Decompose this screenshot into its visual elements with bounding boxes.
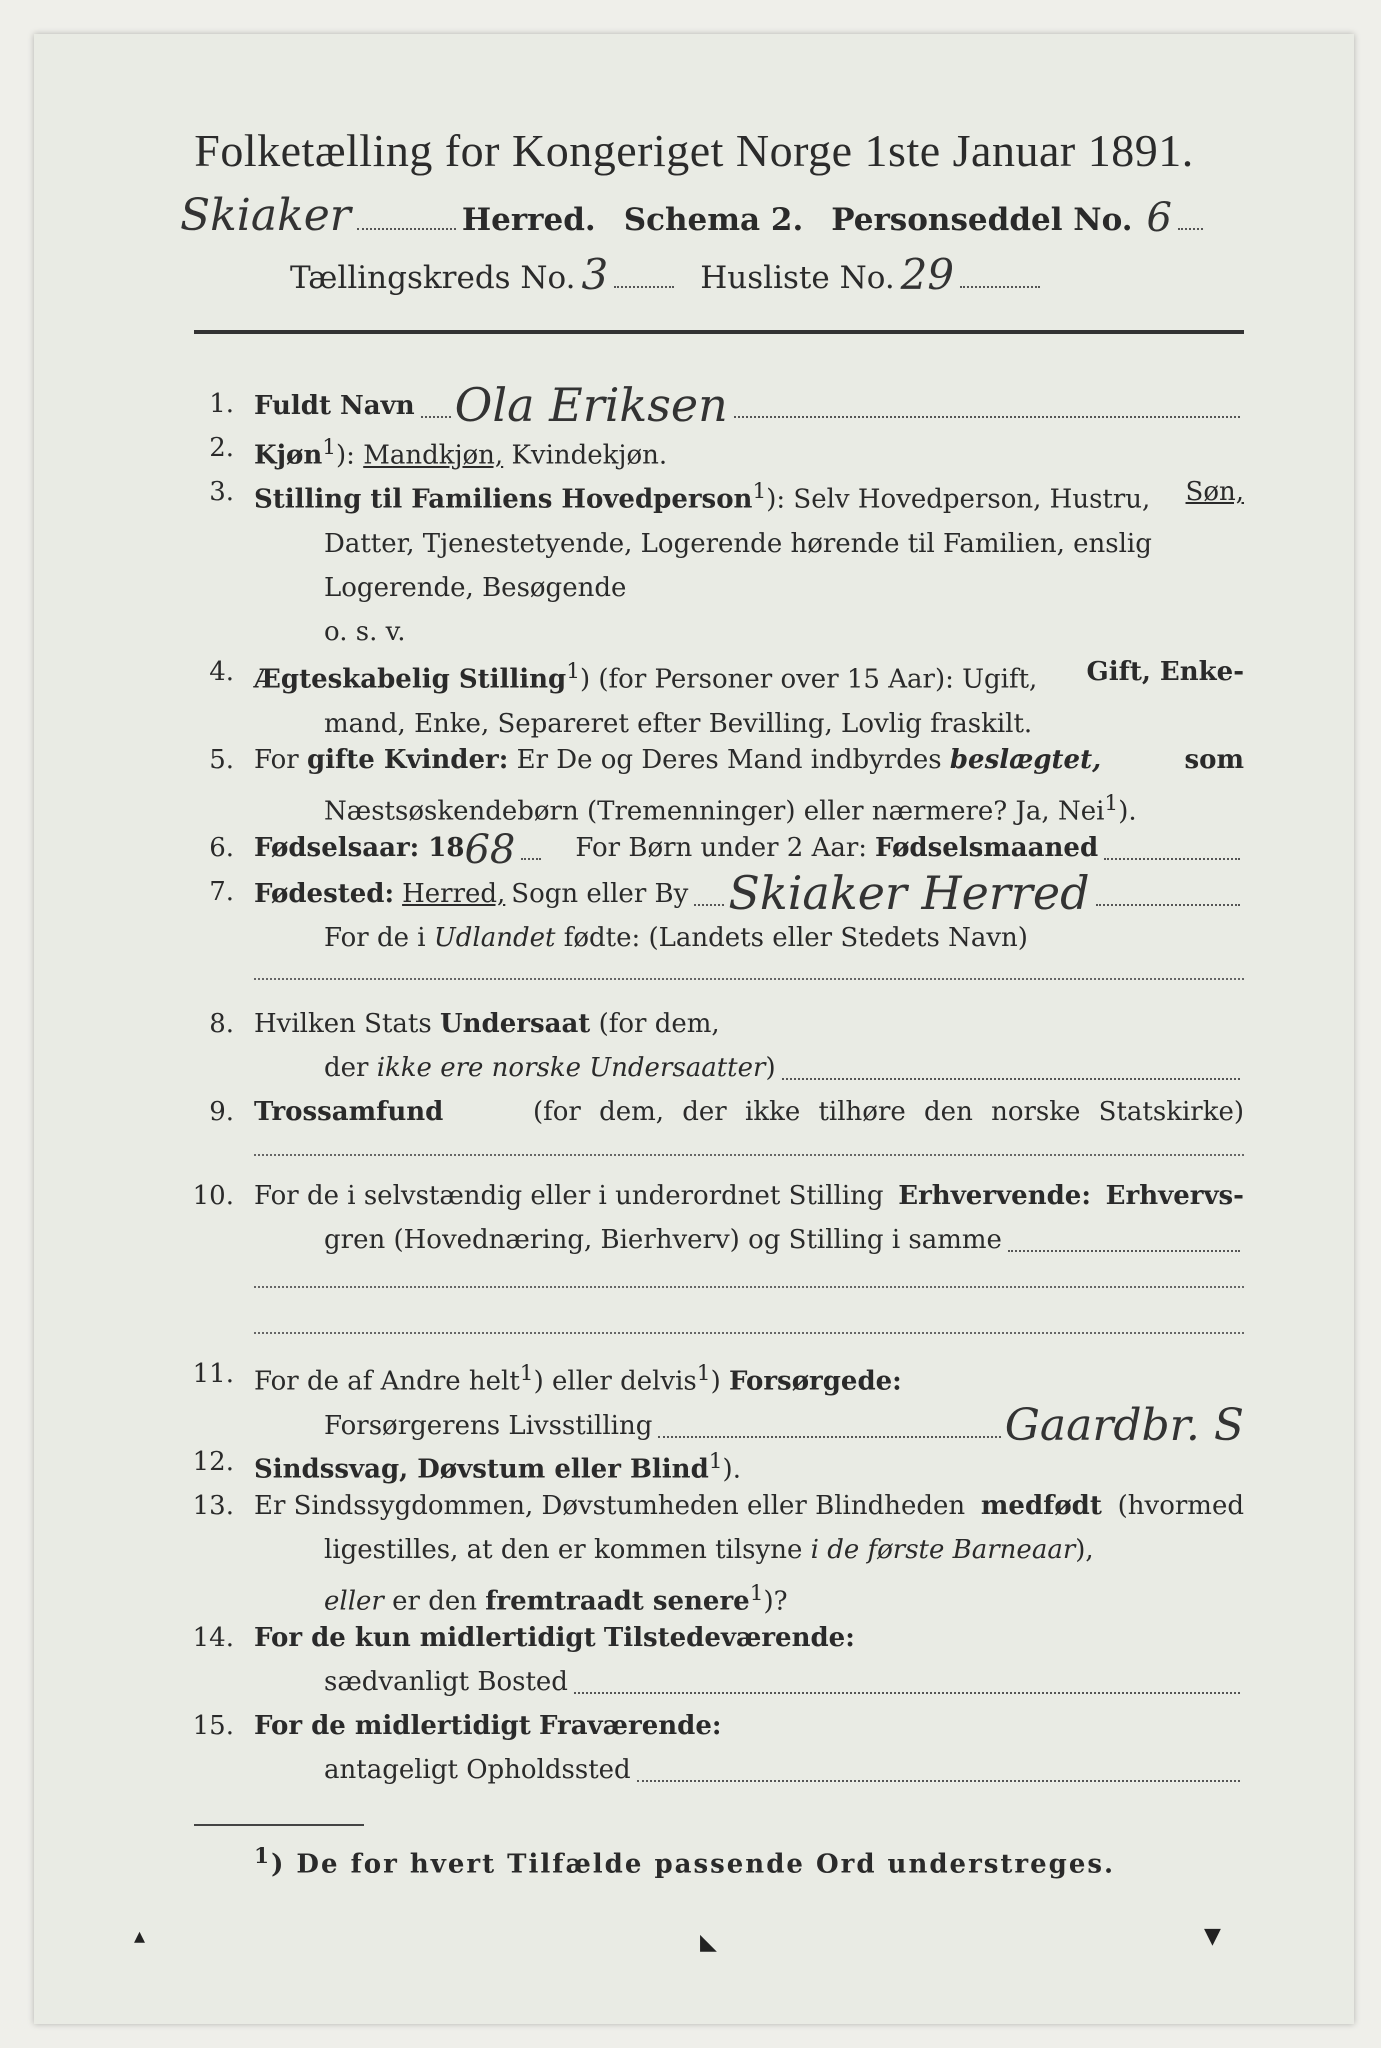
- item-1-number: 1.: [209, 389, 234, 419]
- marital-status-options-bold: Gift, Enke-: [1086, 657, 1244, 687]
- family-position-label: Stilling til Familiens Hovedperson: [254, 484, 753, 515]
- birth-month-prefix: For Børn under 2 Aar:: [575, 833, 868, 863]
- item-13-number: 13.: [192, 1491, 234, 1521]
- temporary-present-label: Tilstedeværende:: [603, 1623, 855, 1653]
- item-15-number: 15.: [192, 1711, 234, 1741]
- family-position-selected: Søn,: [1185, 477, 1244, 507]
- item-7-number: 7.: [209, 877, 234, 907]
- form-title: Folketælling for Kongeriget Norge 1ste Januar 1891.: [194, 125, 1194, 176]
- temporary-absent-label: Fraværende:: [539, 1711, 722, 1741]
- supported-footnote-ref-2: 1: [696, 1361, 711, 1386]
- item-2-number: 2.: [209, 433, 234, 463]
- disability-label: Sindssvag, Døvstum eller Blind: [254, 1454, 709, 1485]
- foreign-born-label: fødte: (Landets eller Stedets Navn): [563, 923, 1028, 953]
- married-women-question-end: ).: [1118, 796, 1137, 827]
- married-women-footnote-ref: 1: [1104, 791, 1119, 816]
- congenital-question: Er Sindssygdommen, Døvstumheden eller Blindheden: [254, 1491, 966, 1521]
- congenital-question-3: er den: [392, 1586, 477, 1617]
- birthplace-value: Skiaker Herred: [728, 866, 1090, 920]
- item-10-number: 10.: [192, 1181, 234, 1211]
- birthplace-label: Fødested:: [254, 879, 395, 909]
- footnote-rule: [194, 1824, 364, 1826]
- citizenship-label: Undersaat: [439, 1009, 591, 1039]
- disability-label-end: ).: [722, 1454, 741, 1485]
- occupation-line-2: [254, 1332, 1244, 1334]
- birth-month-label: Fødselsmaaned: [875, 833, 1099, 863]
- item-6-number: 6.: [209, 833, 234, 863]
- later-onset-end: )?: [763, 1586, 788, 1617]
- corner-mark-right: ▼: [1204, 1924, 1221, 1949]
- schema-label: Schema 2.: [623, 202, 804, 238]
- usual-residence-label: sædvanligt Bosted: [324, 1667, 568, 1697]
- footnote-text: ) De for hvert Tilfælde passende Ord understreges.: [271, 1849, 1116, 1880]
- occupation-line-1: [254, 1286, 1244, 1288]
- supported-footnote-ref-1: 1: [519, 1361, 534, 1386]
- occupation-label-2: Erhvervs-: [1105, 1181, 1244, 1211]
- family-position-options-2: Datter, Tjenestetyende, Logerende hørende til Familien, enslig: [324, 528, 1152, 559]
- item-14-number: 14.: [192, 1623, 234, 1653]
- husliste-label: Husliste No.: [700, 260, 895, 296]
- herred-value: Skiaker: [180, 190, 351, 241]
- foreign-born-word: Udlandet: [433, 923, 556, 953]
- item-3-number: 3.: [209, 477, 234, 507]
- later-onset-footnote-ref: 1: [749, 1581, 764, 1606]
- citizenship-note-end: ): [765, 1053, 776, 1083]
- married-women-prefix: For: [254, 745, 299, 775]
- footnote-marker: 1: [254, 1844, 272, 1869]
- item-9-number: 9.: [209, 1097, 234, 1127]
- header-rule: [194, 330, 1244, 334]
- provider-occupation-label: Forsørgerens Livsstilling: [324, 1410, 653, 1441]
- married-women-end: som: [1184, 745, 1244, 775]
- congenital-italic: i de første Barneaar: [810, 1535, 1076, 1565]
- supported-label: Forsørgede:: [728, 1366, 902, 1397]
- congenital-question-2: ligestilles, at den er kommen tilsyne: [324, 1535, 803, 1565]
- foreign-born-line: [254, 978, 1244, 980]
- marital-status-footnote-ref: 1: [566, 659, 580, 684]
- family-position-options-1: ): Selv Hovedperson, Hustru,: [766, 484, 1151, 515]
- footnote: [254, 1844, 1115, 1880]
- occupation-note: gren (Hovednæring, Bierhverv) og Stilling i samme: [324, 1225, 1002, 1255]
- birthplace-option-herred: Herred,: [402, 879, 506, 909]
- married-women-question: Er De og Deres Mand indbyrdes: [516, 745, 942, 775]
- sex-option-male: Mandkjøn,: [363, 440, 504, 471]
- provider-occupation-value: Gaardbr. S: [1004, 1399, 1244, 1451]
- congenital-note: (hvormed: [1117, 1491, 1244, 1521]
- taellingskreds-label: Tællingskreds No.: [290, 260, 576, 296]
- census-form: [34, 34, 1354, 2024]
- birth-year-label: Fødselsaar: 18: [254, 833, 465, 863]
- family-position-footnote-ref: 1: [752, 479, 767, 504]
- family-position-options-4: o. s. v.: [324, 616, 406, 647]
- family-position-options-3: Logerende, Besøgende: [324, 572, 627, 603]
- married-women-label: gifte Kvinder:: [306, 745, 509, 775]
- husliste-value: 29: [900, 250, 955, 299]
- item-4-number: 4.: [209, 657, 234, 687]
- taellingskreds-value: 3: [581, 250, 609, 299]
- occupation-prefix: For de i selvstændig eller i underordnet Stilling: [254, 1181, 884, 1211]
- item-5-number: 5.: [209, 745, 234, 775]
- citizenship-note-italic: ikke ere norske Undersaatter: [376, 1053, 766, 1083]
- congenital-or: eller: [324, 1586, 384, 1617]
- marital-status-label: Ægteskabelig Stilling: [254, 664, 567, 695]
- citizenship-note-2: der: [324, 1053, 369, 1083]
- herred-line: [160, 190, 1250, 241]
- temporary-absent-prefix: For de midlertidigt: [254, 1711, 531, 1741]
- citizenship-prefix: Hvilken Stats: [254, 1009, 432, 1039]
- probable-residence-label: antageligt Opholdssted: [324, 1755, 631, 1785]
- marital-status-options-1: ) (for Personer over 15 Aar): Ugift,: [579, 664, 1038, 695]
- marital-status-options-2: mand, Enke, Separeret efter Bevilling, Lovlig fraskilt.: [324, 708, 1033, 739]
- personseddel-value: 6: [1146, 195, 1172, 241]
- religion-note: (for dem, der ikke tilhøre den norske Statskirke): [532, 1097, 1244, 1127]
- congenital-label: medfødt: [980, 1491, 1102, 1521]
- supported-paren: ): [710, 1366, 721, 1397]
- item-11-number: 11.: [192, 1359, 234, 1389]
- citizenship-note: (for dem,: [598, 1009, 720, 1039]
- religion-label: Trossamfund: [254, 1097, 444, 1127]
- married-women-related: beslægtet,: [949, 745, 1102, 775]
- supported-prefix: For de af Andre helt: [254, 1366, 520, 1397]
- sex-footnote-ref: 1: [322, 435, 337, 460]
- supported-partial: ) eller delvis: [533, 1366, 697, 1397]
- corner-mark-center: ◣: [700, 1930, 717, 1955]
- personseddel-label: Personseddel No.: [831, 202, 1133, 238]
- birth-year-value: 68: [464, 827, 516, 873]
- disability-footnote-ref: 1: [708, 1449, 723, 1474]
- full-name-value: Ola Eriksen: [454, 378, 728, 432]
- sex-option-female: Kvindekjøn.: [511, 440, 668, 471]
- item-8-number: 8.: [209, 1009, 234, 1039]
- full-name-label: Fuldt Navn: [254, 391, 415, 421]
- temporary-present-prefix: For de kun midlertidigt: [254, 1623, 596, 1653]
- sex-label-end: ):: [336, 440, 355, 471]
- corner-mark-left: ▴: [134, 1924, 146, 1949]
- married-women-question-2: Næstsøskendebørn (Tremenninger) eller nærmere? Ja, Nei: [324, 796, 1105, 827]
- sex-label: Kjøn: [254, 440, 323, 471]
- religion-line: [254, 1154, 1244, 1156]
- congenital-question-2-end: ),: [1075, 1535, 1094, 1565]
- item-12-number: 12.: [192, 1447, 234, 1477]
- taellingskreds-line: [290, 250, 1190, 299]
- birthplace-options: Sogn eller By: [511, 879, 689, 909]
- foreign-born-prefix: For de i: [324, 923, 426, 953]
- herred-label: Herred.: [461, 202, 596, 238]
- later-onset-label: fremtraadt senere: [485, 1586, 750, 1617]
- occupation-label: Erhvervende:: [898, 1181, 1091, 1211]
